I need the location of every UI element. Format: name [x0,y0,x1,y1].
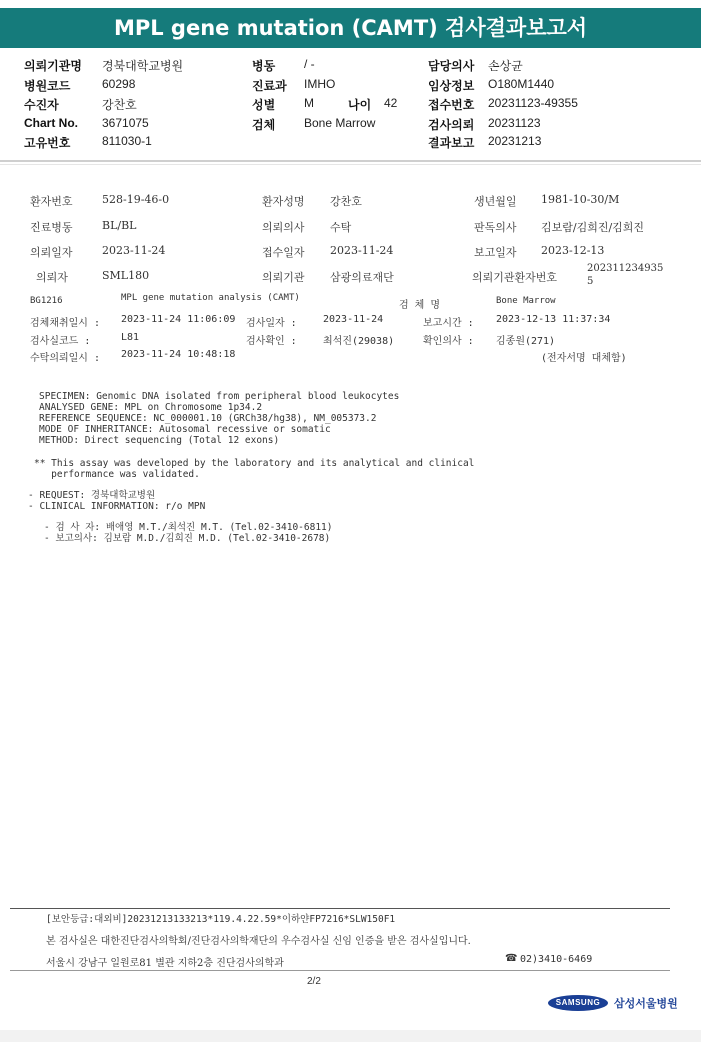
patient-name-value: 강찬호 [330,195,362,208]
report-label: 결과보고 [428,136,475,150]
birth-value: 1981-10-30/M [541,193,620,206]
clinical-label: 임상정보 [428,79,475,93]
validation-note-2: performance was validated. [34,469,200,480]
examinee-value: 강찬호 [102,98,137,112]
req-doctor-value: 수탁 [330,221,352,234]
receipt-date-value: 2023-11-24 [330,244,394,257]
request-time-label: 수탁의뢰일시 : [30,353,101,364]
footer-divider-2 [10,970,670,971]
ward-label-2: 진료병동 [30,221,73,234]
test-date-value: 2023-11-24 [323,314,384,325]
footer-divider [10,908,670,909]
exam-code: BG1216 [30,296,63,306]
section-divider [0,160,701,162]
report-date-value: 2023-12-13 [541,244,605,257]
confirm-label: 검사확인 : [246,336,297,347]
inheritance-line: MODE OF INHERITANCE: Autosomal recessive or somatic [39,424,331,435]
unique-label: 고유번호 [24,136,71,150]
hospital-code-value: 60298 [102,77,136,91]
receipt-date-label: 접수일자 [262,246,305,259]
chart-label: Chart No. [24,116,78,130]
age-label: 나이 [348,98,372,112]
report-time-value: 2023-12-13 11:37:34 [496,314,611,325]
specimen-line: SPECIMEN: Genomic DNA isolated from peripheral blood leukocytes [39,391,400,402]
reading-doctor-value: 김보람/김희진/김희진 [541,221,645,234]
method-line: METHOD: Direct sequencing (Total 12 exons) [39,435,280,446]
exam-specimen-label: 검 체 명 [399,300,441,311]
reference-line: REFERENCE SEQUENCE: NC_000001.10 (GRCh38/hg38), NM_005373.2 [39,413,377,424]
specimen-label: 검체 [252,118,276,132]
clinical-line: - CLINICAL INFORMATION: r/o MPN [28,501,206,512]
reporter-line: - 보고의사: 김보람 M.D./김희진 M.D. (Tel.02-3410-2678) [44,533,331,544]
institution-value: 경북대학교병원 [102,59,184,73]
report-time-label: 보고시간 : [423,318,474,329]
confirm-doc-label: 확인의사 : [423,336,474,347]
gene-line: ANALYSED GENE: MPL on Chromosome 1p34.2 [39,402,263,413]
inst-patient-no-value-2: 5 [587,276,594,287]
receipt-value: 20231123-49355 [488,96,578,110]
doctor-value: 손상균 [488,59,523,73]
specimen-value: Bone Marrow [304,116,376,130]
address-line: 서울시 강남구 일원로81 별관 지하2층 진단검사의학과 [46,958,284,969]
hospital-logo-text: 삼성서울병원 [614,997,678,1010]
phone-icon: ☎ [505,953,518,964]
req-institution-value: 삼광의료재단 [330,271,394,284]
req-institution-label: 의뢰기관 [262,271,305,284]
confirm-value: 최석진(29038) [323,336,395,347]
dept-value: IMHO [304,77,336,91]
page-number: 2/2 [307,976,321,987]
inst-patient-no-value-1: 202311234935 [587,263,664,274]
report-title: MPL gene mutation (CAMT) 검사결과보고서 [0,8,701,48]
req-doctor-label: 의뢰의사 [262,221,305,234]
collect-label: 검체채취일시 : [30,318,101,329]
age-value: 42 [384,96,398,110]
room-label: 검사실코드 : [30,336,91,347]
ward-value-2: BL/BL [102,219,137,232]
birth-label: 생년월일 [474,195,517,208]
req-date-value: 2023-11-24 [102,244,166,257]
exam-name: MPL gene mutation analysis (CAMT) [121,293,300,303]
exam-specimen-value: Bone Marrow [496,296,556,306]
requester-value: SML180 [102,269,150,282]
sex-value: M [304,96,314,110]
tester-line: - 검 사 자: 배애영 M.T./최석진 M.T. (Tel.02-3410-6811) [44,522,333,533]
doctor-label: 담당의사 [428,59,475,73]
section-divider-thin [0,164,701,165]
bottom-strip [0,1030,701,1042]
reading-doctor-label: 판독의사 [474,221,517,234]
request-time-value: 2023-11-24 10:48:18 [121,349,236,360]
ward-value: / - [304,57,315,71]
request-line: - REQUEST: 경북대학교병원 [28,490,156,501]
room-value: L81 [121,332,140,343]
report-value: 20231213 [488,134,542,148]
hospital-code-label: 병원코드 [24,79,71,93]
unique-value: 811030-1 [102,134,152,148]
sex-label: 성별 [252,98,276,112]
examinee-label: 수진자 [24,98,59,112]
inst-patient-no-label: 의뢰기관환자번호 [472,271,558,284]
institution-label: 의뢰기관명 [24,59,82,73]
request-label: 검사의뢰 [428,118,475,132]
patient-no-value: 528-19-46-0 [102,193,170,206]
dept-label: 진료과 [252,79,287,93]
phone-number: 02)3410-6469 [520,954,593,965]
patient-name-label: 환자성명 [262,195,305,208]
security-line: [보안등급:대외비]20231213133213*119.4.22.59*이하얀FP7216*SLW150F1 [46,914,396,925]
patient-no-label: 환자번호 [30,195,73,208]
certification-line: 본 검사실은 대한진단검사의학회/진단검사의학재단의 우수검사실 신임 인증을 받은 검사실입니다. [46,936,471,947]
receipt-label: 접수번호 [428,98,475,112]
ward-label: 병동 [252,59,276,73]
req-date-label: 의뢰일자 [30,246,73,259]
report-date-label: 보고일자 [474,246,517,259]
samsung-logo-icon: SAMSUNG [548,995,608,1011]
requester-label: 의뢰자 [36,271,68,284]
collect-value: 2023-11-24 11:06:09 [121,314,236,325]
test-date-label: 검사일자 : [246,318,297,329]
validation-note-1: ** This assay was developed by the laboratory and its analytical and clinical [34,458,475,469]
chart-value: 3671075 [102,116,149,130]
request-value: 20231123 [488,116,541,130]
confirm-doc-value: 김종원(271) [496,336,556,347]
esign-note: (전자서명 대체함) [541,353,627,364]
clinical-value: O180M1440 [488,77,555,91]
